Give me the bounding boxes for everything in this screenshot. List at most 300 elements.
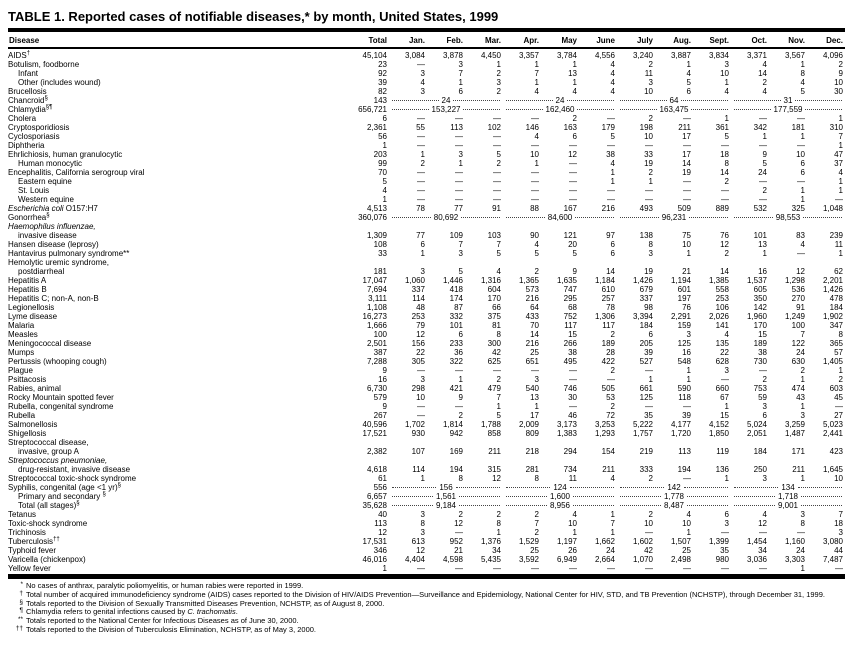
month-value: 2 [496, 69, 501, 78]
table-row [8, 258, 845, 276]
month-value: — [645, 141, 653, 150]
disease-name: Hepatitis C; non-A, non-B [8, 294, 99, 303]
month-value: — [759, 141, 767, 150]
month-value: 1,902 [822, 312, 843, 321]
month-value: 171 [791, 447, 805, 456]
total-value: 656,721 [358, 105, 387, 114]
month-value: 154 [601, 447, 615, 456]
column-header: Apr. [503, 32, 541, 48]
month-value: 194 [449, 465, 463, 474]
month-value: 2 [800, 366, 805, 375]
disease-name: Chlamydia§¶ [8, 104, 53, 114]
month-value: — [417, 177, 425, 186]
month-value: 1,048 [822, 204, 843, 213]
month-value: 3,173 [556, 420, 577, 429]
table-row [8, 222, 845, 240]
month-value: 239 [829, 231, 843, 240]
month-value: 3 [800, 411, 805, 420]
month-value: — [721, 564, 729, 573]
month-value: — [417, 186, 425, 195]
disease-name: Eastern equine [18, 177, 72, 186]
month-value: 2 [762, 375, 767, 384]
table-row [8, 177, 845, 186]
column-header: Sept. [693, 32, 731, 48]
month-value: 10 [682, 519, 691, 528]
month-value: 532 [753, 204, 767, 213]
month-value: 10 [796, 150, 805, 159]
month-value: 2,291 [670, 312, 691, 321]
month-value: 163 [563, 123, 577, 132]
total-value: 556 [373, 483, 387, 492]
month-value: 361 [715, 123, 729, 132]
month-value: — [797, 528, 805, 537]
month-value: 628 [715, 357, 729, 366]
month-value: 2 [458, 411, 463, 420]
month-value: — [531, 186, 539, 195]
month-value: 4 [610, 60, 615, 69]
month-value: 3,592 [518, 555, 539, 564]
disease-name: Varicella (chickenpox) [8, 555, 86, 564]
month-value: 39 [644, 348, 653, 357]
month-value: 38 [606, 150, 615, 159]
month-value: 747 [563, 285, 577, 294]
month-value: 55 [416, 123, 425, 132]
month-value: 1,635 [556, 276, 577, 285]
month-value: 1,537 [746, 276, 767, 285]
disease-name: Chancroid§ [8, 95, 48, 105]
month-value: 527 [639, 357, 653, 366]
quarter-value: 156 [389, 483, 503, 492]
table-row [8, 537, 845, 546]
month-value: — [493, 177, 501, 186]
month-value: 1,720 [670, 429, 691, 438]
month-value: 6 [762, 411, 767, 420]
disease-name: Legionellosis [8, 303, 55, 312]
total-value: 108 [373, 240, 387, 249]
month-value: 15 [568, 330, 577, 339]
disease-name: Brucellosis [8, 87, 47, 96]
total-value: 267 [373, 411, 387, 420]
month-value: 2 [648, 168, 653, 177]
month-value: 1 [496, 402, 501, 411]
total-value: 40 [378, 510, 387, 519]
month-value: 4,598 [442, 555, 463, 564]
total-value: 2,361 [366, 123, 387, 132]
month-value: 19 [682, 168, 691, 177]
month-value: — [569, 141, 577, 150]
month-value: 76 [682, 303, 691, 312]
month-value: 2 [762, 78, 767, 87]
table-row [8, 213, 845, 222]
month-value: 809 [525, 429, 539, 438]
month-value: 10 [644, 132, 653, 141]
month-value: — [493, 564, 501, 573]
month-value: 3,259 [784, 420, 805, 429]
disease-name: Streptococcal disease, invasive, group A [8, 438, 89, 456]
month-value: 27 [834, 411, 843, 420]
table-row [8, 48, 845, 60]
month-value: 7 [838, 510, 843, 519]
month-value: 34 [758, 546, 767, 555]
disease-name: Tuberculosis†† [8, 536, 60, 546]
disease-name: Hepatitis A [8, 276, 47, 285]
month-value: 1 [838, 366, 843, 375]
month-value: 1,645 [822, 465, 843, 474]
month-value: 2 [648, 60, 653, 69]
month-value: — [417, 60, 425, 69]
month-value: 35 [720, 546, 729, 555]
month-value: 24 [758, 168, 767, 177]
month-value: 6 [458, 87, 463, 96]
month-value: 10 [568, 519, 577, 528]
month-value: — [569, 402, 577, 411]
month-value: 174 [449, 294, 463, 303]
disease-name: Primary and secondary § [18, 491, 106, 501]
month-value: 1 [534, 60, 539, 69]
month-value: 4 [534, 87, 539, 96]
month-value: 7 [458, 240, 463, 249]
month-value: 4,152 [708, 420, 729, 429]
table-row [8, 411, 845, 420]
month-value: 98 [644, 303, 653, 312]
total-value: 17,521 [362, 429, 387, 438]
table-row [8, 339, 845, 348]
month-value: 8 [496, 330, 501, 339]
month-value: 2,026 [708, 312, 729, 321]
month-value: 730 [753, 357, 767, 366]
month-value: 43 [796, 393, 805, 402]
total-value: 16,273 [362, 312, 387, 321]
month-value: 495 [563, 357, 577, 366]
month-value: 77 [416, 231, 425, 240]
month-value: 141 [715, 321, 729, 330]
month-value: 14 [758, 69, 767, 78]
month-value: 365 [829, 339, 843, 348]
month-value: 536 [791, 285, 805, 294]
disease-name: Botulism, foodborne [8, 60, 80, 69]
table-row [8, 303, 845, 312]
month-value: 4 [724, 330, 729, 339]
month-value: 4 [610, 87, 615, 96]
month-value: 106 [715, 303, 729, 312]
month-value: 1,249 [784, 312, 805, 321]
month-value: 295 [563, 294, 577, 303]
month-value: 113 [450, 123, 463, 132]
month-value: 169 [449, 447, 463, 456]
month-value: 218 [525, 447, 539, 456]
month-value: 3 [420, 267, 425, 276]
month-value: 77 [454, 204, 463, 213]
month-value: 604 [487, 285, 501, 294]
quarter-value: 31 [731, 96, 845, 105]
table-row [8, 357, 845, 366]
disease-name: Cholera [8, 114, 37, 123]
month-value: 2 [648, 510, 653, 519]
month-value: — [417, 402, 425, 411]
footnote-mark: †† [15, 624, 23, 632]
month-value: 91 [796, 303, 805, 312]
month-value: 1,850 [708, 429, 729, 438]
total-value: 5 [382, 177, 387, 186]
month-value: 7 [534, 69, 539, 78]
disease-name: St. Louis [18, 186, 50, 195]
table-row [8, 132, 845, 141]
month-value: — [759, 177, 767, 186]
quarter-value: 8,487 [617, 501, 731, 510]
month-value: 3 [648, 249, 653, 258]
month-value: 11 [568, 474, 577, 483]
month-value: 7 [496, 240, 501, 249]
month-value: 1 [724, 78, 729, 87]
month-value: 88 [530, 204, 539, 213]
table-row [8, 195, 845, 204]
total-value: 45,104 [362, 51, 387, 60]
month-value: 2 [724, 177, 729, 186]
disease-name: Escherichia coli O157:H7 [8, 204, 98, 213]
month-value: 170 [753, 321, 767, 330]
month-value: 38 [568, 348, 577, 357]
month-value: 3,394 [632, 312, 653, 321]
month-value: — [531, 564, 539, 573]
month-value: 10 [644, 519, 653, 528]
month-value: — [645, 564, 653, 573]
month-value: 159 [677, 321, 691, 330]
month-value: 266 [563, 339, 577, 348]
month-value: 1,197 [556, 537, 577, 546]
disease-name: Syphilis, congenital (age <1 yr)§ [8, 482, 121, 492]
month-value: 421 [449, 384, 463, 393]
disease-name: Other (includes wound) [18, 78, 101, 87]
month-value: — [607, 186, 615, 195]
month-value: 1,788 [480, 420, 501, 429]
month-value: 76 [720, 231, 729, 240]
month-value: 28 [606, 348, 615, 357]
table-row [8, 474, 845, 483]
month-value: — [569, 195, 577, 204]
month-value: 3,253 [594, 420, 615, 429]
table-row [8, 393, 845, 402]
month-value: 13 [568, 69, 577, 78]
month-value: 1 [838, 249, 843, 258]
month-value: — [721, 141, 729, 150]
month-value: 1,376 [480, 537, 501, 546]
month-value: 1 [648, 375, 653, 384]
month-value: 3 [762, 474, 767, 483]
month-value: 3 [420, 528, 425, 537]
month-value: 2 [496, 375, 501, 384]
month-value: — [493, 186, 501, 195]
month-value: 1 [572, 60, 577, 69]
month-value: 942 [449, 429, 463, 438]
disease-name: Lyme disease [8, 312, 58, 321]
month-value: 16 [758, 267, 767, 276]
disease-name: Ehrlichiosis, human granulocytic [8, 150, 123, 159]
month-value: — [683, 474, 691, 483]
month-value: 298 [411, 384, 425, 393]
month-value: 1 [800, 195, 805, 204]
month-value: 117 [564, 321, 577, 330]
month-value: 9 [572, 267, 577, 276]
month-value: 11 [834, 240, 843, 249]
table-row [8, 456, 845, 474]
month-value: 2,009 [518, 420, 539, 429]
month-value: — [645, 402, 653, 411]
month-value: 337 [411, 285, 425, 294]
month-value: 103 [487, 231, 501, 240]
month-value: 3 [724, 366, 729, 375]
month-value: 114 [412, 294, 425, 303]
month-value: 625 [487, 357, 501, 366]
total-value: 61 [378, 474, 387, 483]
month-value: 8 [800, 519, 805, 528]
month-value: 12 [416, 330, 425, 339]
month-value: 22 [416, 348, 425, 357]
month-value: 10 [834, 78, 843, 87]
month-value: 53 [606, 393, 615, 402]
month-value: 603 [829, 384, 843, 393]
month-value: 6 [610, 240, 615, 249]
disease-name: Total (all stages)§ [18, 500, 80, 510]
table-row [8, 78, 845, 87]
month-value: 47 [834, 150, 843, 159]
month-value: 3 [420, 375, 425, 384]
month-value: 4,450 [480, 51, 501, 60]
disease-name: Cryptosporidiosis [8, 123, 70, 132]
table-row [8, 483, 845, 492]
month-value: — [569, 159, 577, 168]
month-value: — [569, 375, 577, 384]
disease-name: Yellow fever [8, 564, 51, 573]
disease-name: Shigellosis [8, 429, 47, 438]
month-value: 1 [610, 177, 615, 186]
total-value: 35,628 [362, 501, 387, 510]
disease-name: Human monocytic [18, 159, 83, 168]
month-value: 1,184 [594, 276, 615, 285]
month-value: 5 [800, 87, 805, 96]
month-value: 36 [454, 348, 463, 357]
month-value: — [455, 402, 463, 411]
header-row [8, 32, 845, 48]
month-value: 4 [762, 510, 767, 519]
column-header: June [579, 32, 617, 48]
month-value: 18 [834, 519, 843, 528]
month-value: 14 [530, 330, 539, 339]
month-value: 474 [791, 384, 805, 393]
total-value: 33 [378, 249, 387, 258]
month-value: — [455, 132, 463, 141]
month-value: 3,303 [784, 555, 805, 564]
month-value: 422 [601, 357, 615, 366]
month-value: 250 [753, 465, 767, 474]
table-row [8, 150, 845, 159]
table-row [8, 519, 845, 528]
footnote-mark: † [19, 589, 23, 597]
total-value: 181 [373, 267, 387, 276]
table-row [8, 384, 845, 393]
month-value: — [683, 402, 691, 411]
table-body [8, 48, 845, 573]
month-value: 12 [416, 546, 425, 555]
table-row [8, 555, 845, 564]
total-value: 82 [378, 87, 387, 96]
column-header: Jan. [389, 32, 427, 48]
total-value: 113 [374, 519, 387, 528]
month-value: — [455, 528, 463, 537]
month-value: — [683, 177, 691, 186]
disease-name: Rubella [8, 411, 36, 420]
month-value: — [531, 366, 539, 375]
month-value: 952 [449, 537, 463, 546]
column-header: July [617, 32, 655, 48]
footnote-text: No cases of anthrax, paralytic poliomyelitis, or human rabies were reported in 1999. [26, 581, 304, 590]
month-value: 39 [682, 411, 691, 420]
month-value: 233 [449, 339, 463, 348]
month-value: 1 [800, 402, 805, 411]
month-value: 78 [606, 303, 615, 312]
month-value: — [607, 141, 615, 150]
month-value: 305 [411, 357, 425, 366]
month-value: 4,404 [404, 555, 425, 564]
total-value: 143 [373, 96, 387, 105]
month-value: 651 [525, 357, 539, 366]
month-value: 1 [800, 375, 805, 384]
month-value: 4 [686, 510, 691, 519]
month-value: 5 [610, 132, 615, 141]
month-value: 70 [530, 321, 539, 330]
month-value: — [493, 141, 501, 150]
month-value: 270 [791, 294, 805, 303]
month-value: 734 [563, 465, 577, 474]
quarter-value: 24 [389, 96, 503, 105]
month-value: 33 [644, 150, 653, 159]
disease-name: Haemophilus influenzae, invasive disease [8, 222, 96, 240]
month-value: 211 [602, 465, 615, 474]
month-value: 66 [492, 303, 501, 312]
month-value: 2,051 [746, 429, 767, 438]
month-value: — [531, 114, 539, 123]
month-value: 5,222 [632, 420, 653, 429]
disease-name: Rocky Mountain spotted fever [8, 393, 114, 402]
month-value: 3 [838, 528, 843, 537]
total-value: 1 [382, 141, 387, 150]
column-header: Feb. [427, 32, 465, 48]
month-value: 12 [454, 519, 463, 528]
quarter-value: 9,184 [389, 501, 503, 510]
footnote-text: Total number of acquired immunodeficiency syndrome (AIDS) cases reported to the Division of HIV/AIDS Prevention—Surveillance and Epidemiology, National Center for HIV, STD, and TB Prevention (NCHSTP), through December 31, 1999. [26, 589, 825, 599]
disease-name: Infant [18, 69, 39, 78]
disease-name: Salmonellosis [8, 420, 58, 429]
month-value: 25 [682, 546, 691, 555]
month-value: 433 [525, 312, 539, 321]
month-value: 5 [496, 150, 501, 159]
month-value: 1 [648, 177, 653, 186]
month-value: 257 [601, 294, 615, 303]
month-value: 5 [686, 78, 691, 87]
month-value: 3,784 [556, 51, 577, 60]
month-value: — [455, 141, 463, 150]
month-value: 125 [639, 393, 653, 402]
total-value: 360,076 [358, 213, 387, 222]
month-value: 2 [762, 186, 767, 195]
disease-name: Gonorrhea§ [8, 212, 50, 222]
month-value: 2,498 [670, 555, 691, 564]
month-value: — [417, 564, 425, 573]
footnote [8, 626, 848, 635]
month-value: 2 [496, 87, 501, 96]
disease-name: Streptococcus pneumoniae, drug-resistant, invasive disease [8, 456, 131, 474]
table-row [8, 402, 845, 411]
month-value: 170 [487, 294, 501, 303]
